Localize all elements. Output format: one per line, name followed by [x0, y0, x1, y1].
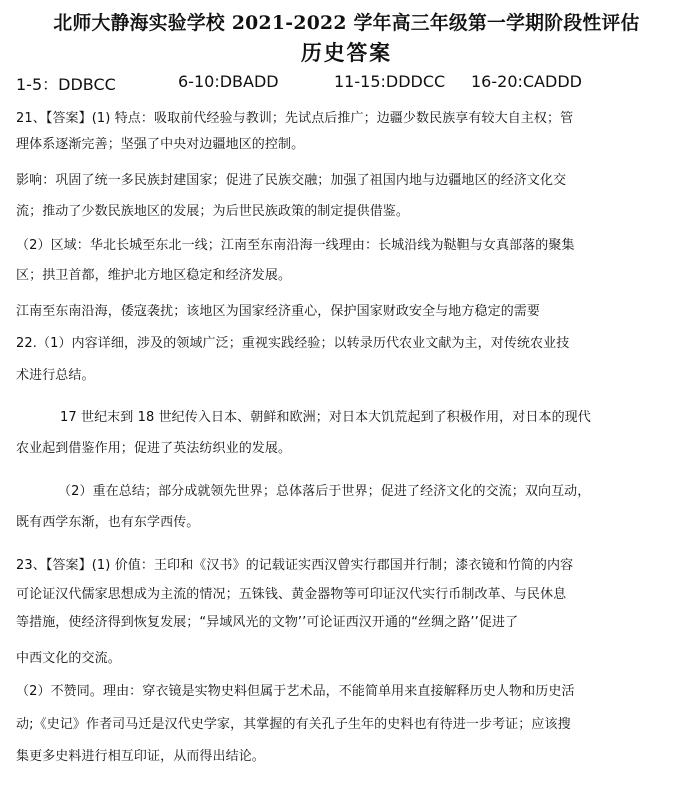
answer-line: 21、【答案】(1) 特点：吸取前代经验与教训；先试点后推广；边疆少数民族享有较大自主权；管	[16, 111, 574, 126]
answer-line: 23、【答案】(1) 价值：王印和《汉书》的记载证实西汉曾实行郡国并行制；漆衣镜和竹简的内容	[16, 558, 574, 573]
mc-answer-6-10: 6-10:DBADD	[178, 72, 279, 91]
answer-line: 既有西学东渐，也有东学西传。	[16, 515, 200, 530]
answer-line: 理体系逐渐完善；坚强了中央对边疆地区的控制。	[16, 137, 305, 152]
answer-line: 农业起到借鉴作用；促进了英法纺织业的发展。	[16, 441, 292, 456]
answer-line: 影响：巩固了统一多民族封建国家；促进了民族交融；加强了祖国内地与边疆地区的经济文化交	[16, 173, 567, 188]
answer-line: 术进行总结。	[16, 368, 95, 383]
answer-line: 中西文化的交流。	[16, 651, 121, 666]
answer-line: 区；拱卫首都，维护北方地区稳定和经济发展。	[16, 268, 292, 283]
answer-line: （2）不赞同。理由：穿衣镜是实物史料但属于艺术品，不能简单用来直接解释历史人物和历史活	[16, 684, 575, 699]
mc-answer-16-20: 16-20:CADDD	[471, 72, 582, 91]
answer-line: 17 世纪末到 18 世纪传入日本、朝鲜和欧洲；对日本大饥荒起到了积极作用，对日本的现代	[60, 410, 591, 425]
document-subtitle: 历史答案	[300, 41, 392, 65]
answer-line: 22.（1）内容详细，涉及的领域广泛；重视实践经验；以转录历代农业文献为主，对传统农业技	[16, 336, 570, 351]
answer-line: 江南至东南沿海，倭寇袭扰；该地区为国家经济重心，保护国家财政安全与地方稳定的需要	[16, 304, 541, 319]
answer-line: （2）区域：华北长城至东北一线；江南至东南沿海一线理由：长城沿线为鞑靼与女真部落的聚集	[16, 238, 575, 253]
mc-answer-1-5: 1-5：DDBCC	[16, 75, 116, 94]
document-title: 北师大静海实验学校 2021-2022 学年高三年级第一学期阶段性评估	[53, 12, 640, 34]
answer-line: （2）重在总结；部分成就领先世界；总体落后于世界；促进了经济文化的交流；双向互动，	[58, 484, 591, 499]
answer-line: 流；推动了少数民族地区的发展；为后世民族政策的制定提供借鉴。	[16, 204, 410, 219]
answer-line: 集更多史料进行相互印证，从而得出结论。	[16, 749, 265, 764]
answer-line: 可论证汉代儒家思想成为主流的情况；五铢钱、黄金器物等可印证汉代实行币制改革、与民休息	[16, 587, 567, 602]
mc-answer-11-15: 11-15:DDDCC	[334, 72, 446, 91]
answer-line: 等措施，使经济得到恢复发展；“异域风光的文物’’可论证西汉开通的“丝绸之路’’促进了	[16, 615, 519, 630]
answer-line: 动;《史记》作者司马迁是汉代史学家，其掌握的有关孔子生年的史料也有待进一步考证；应该搜	[16, 717, 571, 732]
